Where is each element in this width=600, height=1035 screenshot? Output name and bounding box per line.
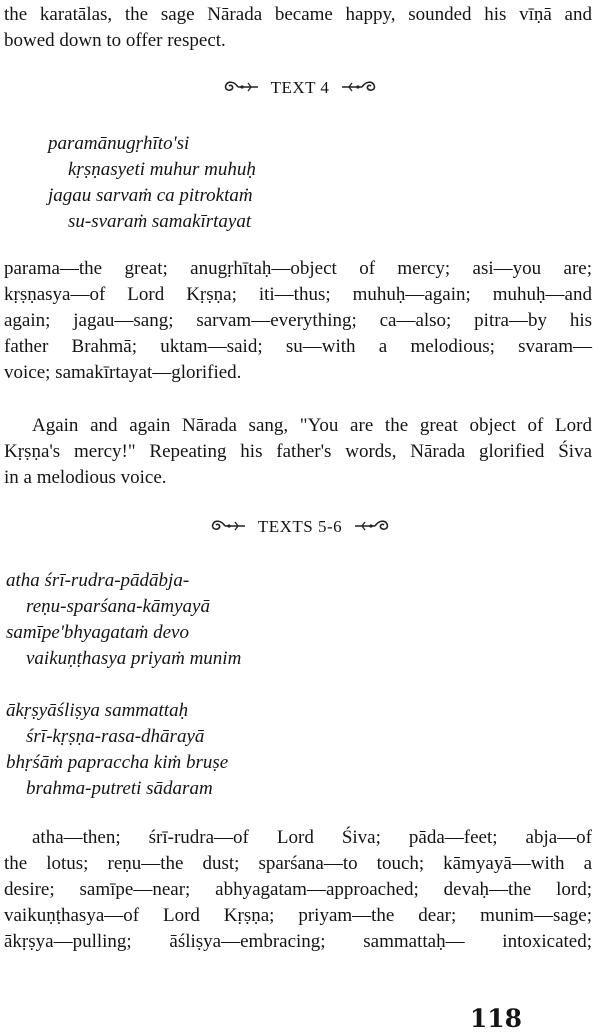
- intro-paragraph: [4, 2, 592, 54]
- verse-line: reṇu-sparśana-kāmyayā: [26, 596, 210, 617]
- translation-text-4: [4, 413, 592, 491]
- synonyms-text-4: [4, 256, 592, 386]
- heading-text-4: [0, 78, 600, 98]
- translation-line: Again and again Nārada sang, "You are the great object of Lord: [32, 415, 592, 436]
- synonyms-line: again; jagau—sang; sarvam—everything; ca—also; pitra—by his: [4, 310, 592, 331]
- verse-line: ākṛṣyāśliṣya sammattaḥ: [6, 700, 189, 721]
- synonyms-line: ākṛṣya—pulling; āśliṣya—embracing; sammattaḥ— intoxicated;: [4, 931, 592, 952]
- synonyms-texts-5-6: [4, 825, 592, 955]
- synonyms-line: vaikuṇṭhasya—of Lord Kṛṣṇa; priyam—the dear; munim—sage;: [4, 905, 592, 926]
- verse-line: paramānugṛhīto'si: [48, 133, 190, 154]
- page-number: 118: [469, 1004, 522, 1033]
- synonyms-line: father Brahmā; uktam—said; su—with a melodious; svaram—: [4, 336, 592, 357]
- verse-line: samīpe'bhyagataṁ devo: [6, 622, 189, 643]
- translation-line: Kṛṣṇa's mercy!" Repeating his father's words, Nārada glorified Śiva: [4, 441, 592, 462]
- heading-label: TEXTS 5-6: [257, 517, 343, 536]
- heading-label: TEXT 4: [270, 78, 330, 97]
- verse-texts-5-6-first: [6, 568, 241, 672]
- right-ornament-icon: [340, 78, 380, 96]
- translation-line: in a melodious voice.: [4, 467, 167, 488]
- verse-text-4: [48, 131, 256, 235]
- synonyms-line: voice; samakīrtayat—glorified.: [4, 362, 242, 383]
- verse-line: kṛṣṇasyeti muhur muhuḥ: [68, 159, 256, 180]
- verse-line: brahma-putreti sādaram: [26, 778, 213, 799]
- synonyms-line: parama—the great; anugṛhītaḥ—object of mercy; asi—you are;: [4, 258, 592, 279]
- verse-line: bhṛśāṁ papraccha kiṁ bruṣe: [6, 752, 229, 773]
- synonyms-line: the lotus; reṇu—the dust; sparśana—to touch; kāmyayā—with a: [4, 853, 592, 874]
- verse-line: jagau sarvaṁ ca pitroktaṁ: [48, 185, 253, 206]
- verse-line: atha śrī-rudra-pādābja-: [6, 570, 190, 591]
- left-ornament-icon: [207, 517, 247, 535]
- intro-line: the karatālas, the sage Nārada became happy, sounded his vīṇā and: [4, 4, 592, 25]
- verse-line: vaikuṇṭhasya priyaṁ munim: [26, 648, 242, 669]
- heading-texts-5-6: [0, 517, 600, 537]
- verse-texts-5-6-second: [6, 698, 228, 802]
- synonyms-line: kṛṣṇasya—of Lord Kṛṣṇa; iti—thus; muhuḥ—again; muhuḥ—and: [4, 284, 592, 305]
- verse-line: su-svaraṁ samakīrtayat: [68, 211, 252, 232]
- synonyms-line: atha—then; śrī-rudra—of Lord Śiva; pāda—feet; abja—of: [32, 827, 592, 848]
- left-ornament-icon: [220, 78, 260, 96]
- intro-line: bowed down to offer respect.: [4, 30, 226, 51]
- right-ornament-icon: [353, 517, 393, 535]
- synonyms-line: desire; samīpe—near; abhyagatam—approached; devaḥ—the lord;: [4, 879, 592, 900]
- verse-line: śrī-kṛṣṇa-rasa-dhārayā: [26, 726, 205, 747]
